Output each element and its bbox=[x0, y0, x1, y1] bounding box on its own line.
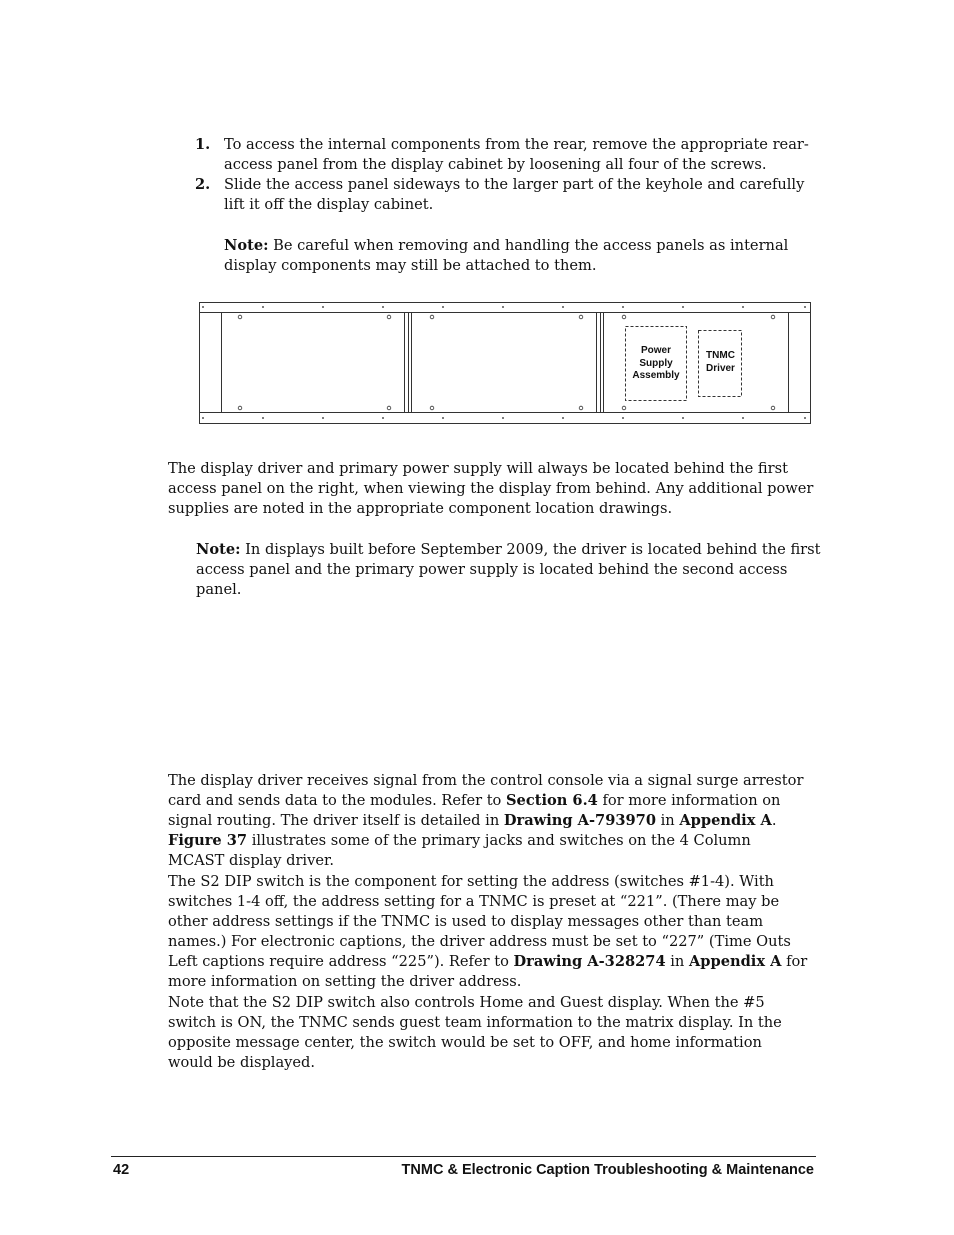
step-text: To access the internal components from the rear, remove the appropriate rear-access panel from the display cabinet by loosening all four of the screws. bbox=[224, 136, 809, 173]
home-guest-paragraph: Note that the S2 DIP switch also controls Home and Guest display. When the #5 switch is ON, the TNMC sends guest team information to the matrix display. In the opposite message center, the switch would be set to OFF, and home information would be displayed. bbox=[168, 994, 782, 1071]
step-number: 1. bbox=[195, 136, 211, 153]
tnmc-driver-label bbox=[699, 350, 742, 375]
label-line: Supply bbox=[639, 357, 673, 369]
drawing-reference: Drawing A-328274 bbox=[513, 953, 666, 970]
text-run: for more information on setting the driver address. bbox=[168, 953, 808, 990]
footer-title: TNMC & Electronic Caption Troubleshooting & Maintenance bbox=[401, 1162, 814, 1178]
section-reference: Section 6.4 bbox=[506, 792, 598, 809]
page-number: 42 bbox=[113, 1162, 130, 1178]
footer-divider bbox=[111, 1156, 816, 1157]
text-run: The display driver receives signal from the control console via a signal surge arrestor card and sends data to the modules. Refer to bbox=[168, 772, 804, 809]
text-run: for more information on signal routing. The driver itself is detailed in bbox=[168, 792, 781, 829]
step-number: 2. bbox=[195, 176, 211, 193]
rear-access-panel-diagram bbox=[199, 302, 811, 424]
text-run: The S2 DIP switch is the component for setting the address (switches #1-4). With switches 1-4 off, the address setting for a TNMC is preset at “221”. (There may be other address settings if the TNMC is used to display messages other than team names.) For electronic captions, the driver address must be set to “227” (Time Outs Left captions require address “225”). Refer to bbox=[168, 873, 791, 970]
text-run: illustrates some of the primary jacks and switches on the 4 Column MCAST display driver. bbox=[168, 832, 751, 869]
note-label: Note: bbox=[196, 541, 241, 558]
note-text: Be careful when removing and handling the access panels as internal display components may still be attached to them. bbox=[224, 237, 789, 274]
text-run: . bbox=[771, 812, 777, 829]
text-run: in bbox=[655, 812, 680, 829]
drawing-reference: Drawing A-793970 bbox=[503, 812, 656, 829]
location-note bbox=[196, 540, 826, 600]
label-line: Driver bbox=[706, 362, 735, 374]
label-line: TNMC bbox=[706, 350, 735, 361]
text-run: in bbox=[665, 953, 689, 970]
note-label: Note: bbox=[224, 237, 269, 254]
step-text: Slide the access panel sideways to the larger part of the keyhole and carefully lift it off the display cabinet. bbox=[224, 176, 805, 213]
label-line: Power bbox=[640, 345, 671, 356]
location-paragraph: The display driver and primary power supply will always be located behind the first access panel on the right, when viewing the display from behind. Any additional power supplies are noted in the appropriate component location drawings. bbox=[168, 460, 814, 517]
figure-reference: Figure 37 bbox=[168, 832, 248, 849]
appendix-reference: Appendix A bbox=[688, 953, 782, 970]
s2-dip-switch-paragraph bbox=[168, 872, 818, 992]
label-line: Assembly bbox=[632, 370, 680, 381]
appendix-reference: Appendix A bbox=[679, 812, 772, 829]
power-supply-assembly-label bbox=[626, 345, 686, 383]
note-text: In displays built before September 2009, the driver is located behind the first access panel and the primary power supply is located behind the second access panel. bbox=[196, 541, 821, 598]
driver-paragraph bbox=[168, 771, 808, 871]
step-note bbox=[224, 236, 814, 276]
